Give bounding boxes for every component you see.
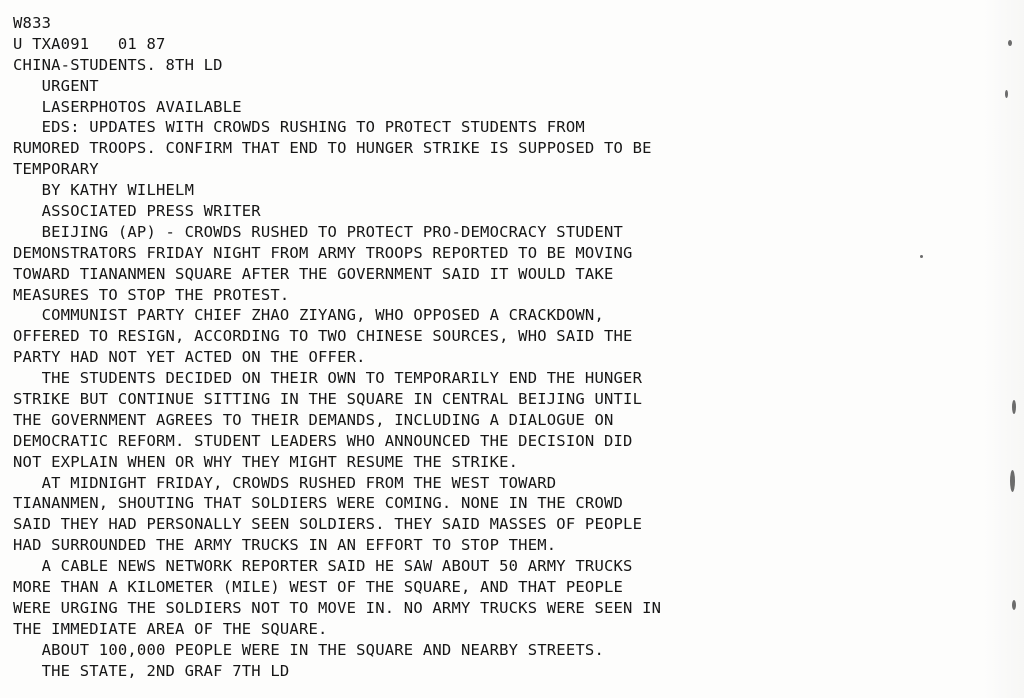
continuation-line: THE STATE, 2ND GRAF 7TH LD xyxy=(13,661,290,680)
priority-line: URGENT xyxy=(13,76,99,95)
body-line: TOWARD TIANANMEN SQUARE AFTER THE GOVERNMENT SAID IT WOULD TAKE xyxy=(13,264,614,283)
photo-note: LASERPHOTOS AVAILABLE xyxy=(13,97,242,116)
wire-story-text xyxy=(13,13,993,682)
scan-speck xyxy=(1005,90,1008,98)
body-line: THE GOVERNMENT AGREES TO THEIR DEMANDS, INCLUDING A DIALOGUE ON xyxy=(13,410,614,429)
body-line: DEMOCRATIC REFORM. STUDENT LEADERS WHO ANNOUNCED THE DECISION DID xyxy=(13,431,633,450)
byline-affiliation: ASSOCIATED PRESS WRITER xyxy=(13,202,261,221)
transmission-code: U TXA091 01 87 xyxy=(13,34,166,53)
body-line: BEIJING (AP) - CROWDS RUSHED TO PROTECT PRO-DEMOCRACY STUDENT xyxy=(13,222,624,241)
body-line: TIANANMEN, SHOUTING THAT SOLDIERS WERE COMING. NONE IN THE CROWD xyxy=(13,494,624,513)
body-line: STRIKE BUT CONTINUE SITTING IN THE SQUARE IN CENTRAL BEIJING UNTIL xyxy=(13,390,643,409)
body-line: OFFERED TO RESIGN, ACCORDING TO TWO CHINESE SOURCES, WHO SAID THE xyxy=(13,327,633,346)
scan-speck xyxy=(1008,40,1012,46)
body-line: ABOUT 100,000 PEOPLE WERE IN THE SQUARE AND NEARBY STREETS. xyxy=(13,640,604,659)
body-line: THE STUDENTS DECIDED ON THEIR OWN TO TEMPORARILY END THE HUNGER xyxy=(13,369,643,388)
scan-speck xyxy=(1012,400,1016,414)
body-line: NOT EXPLAIN WHEN OR WHY THEY MIGHT RESUME THE STRIKE. xyxy=(13,452,519,471)
body-line: THE IMMEDIATE AREA OF THE SQUARE. xyxy=(13,619,328,638)
scan-edge-shadow xyxy=(984,0,1024,698)
scan-speck xyxy=(1012,600,1016,610)
body-line: WERE URGING THE SOLDIERS NOT TO MOVE IN. NO ARMY TRUCKS WERE SEEN IN xyxy=(13,598,662,617)
body-line: SAID THEY HAD PERSONALLY SEEN SOLDIERS. THEY SAID MASSES OF PEOPLE xyxy=(13,515,643,534)
body-line: MEASURES TO STOP THE PROTEST. xyxy=(13,285,290,304)
editors-note-line: RUMORED TROOPS. CONFIRM THAT END TO HUNGER STRIKE IS SUPPOSED TO BE xyxy=(13,139,652,158)
body-line: HAD SURROUNDED THE ARMY TRUCKS IN AN EFFORT TO STOP THEM. xyxy=(13,536,557,555)
body-line: A CABLE NEWS NETWORK REPORTER SAID HE SAW ABOUT 50 ARMY TRUCKS xyxy=(13,557,633,576)
scan-speck xyxy=(1010,470,1015,492)
body-line: DEMONSTRATORS FRIDAY NIGHT FROM ARMY TROOPS REPORTED TO BE MOVING xyxy=(13,243,633,262)
editors-note-line: TEMPORARY xyxy=(13,160,99,179)
scan-speck xyxy=(920,255,923,258)
body-line: AT MIDNIGHT FRIDAY, CROWDS RUSHED FROM THE WEST TOWARD xyxy=(13,473,557,492)
slug-code: W833 xyxy=(13,14,52,32)
body-line: MORE THAN A KILOMETER (MILE) WEST OF THE SQUARE, AND THAT PEOPLE xyxy=(13,578,624,597)
byline: BY KATHY WILHELM xyxy=(13,181,195,200)
story-slug: CHINA-STUDENTS. 8TH LD xyxy=(13,55,223,74)
editors-note-line: EDS: UPDATES WITH CROWDS RUSHING TO PROTECT STUDENTS FROM xyxy=(13,118,585,137)
body-line: PARTY HAD NOT YET ACTED ON THE OFFER. xyxy=(13,348,366,367)
body-line: COMMUNIST PARTY CHIEF ZHAO ZIYANG, WHO OPPOSED A CRACKDOWN, xyxy=(13,306,604,325)
